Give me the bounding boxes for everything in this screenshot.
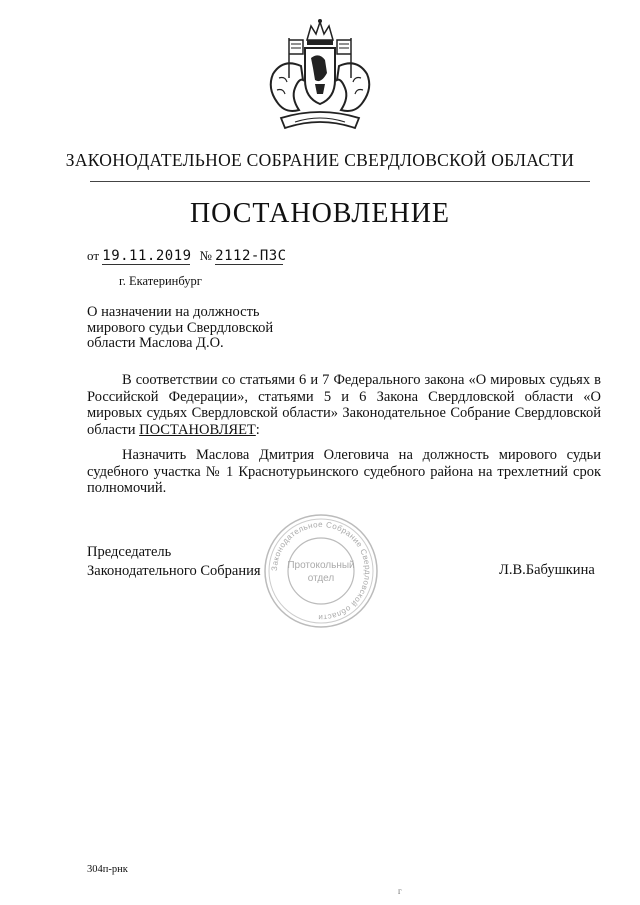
- preamble-text: В соответствии со статьями 6 и 7 Федерального закона «О мировых судьях в Российской Федерации», статьями 5 и 6 Закона Свердловской области «О мировых судьях Свердловской области» Законодательное Собрание Свердловской области: [87, 372, 601, 438]
- corner-mark: г: [398, 886, 402, 896]
- position-line: Председатель: [87, 544, 172, 560]
- position-line: Законодательного Собрания: [87, 563, 261, 579]
- body-paragraph-resolution: Назначить Маслова Дмитрия Олеговича на должность мирового судьи судебного участка № 1 Краснотурьинского судебного района на трехлетний срок полномочий.: [87, 447, 601, 496]
- signatory-position: [87, 543, 261, 581]
- organization-name: ЗАКОНОДАТЕЛЬНОЕ СОБРАНИЕ СВЕРДЛОВСКОЙ ОБЛАСТИ: [65, 150, 575, 170]
- preamble-colon: :: [255, 421, 260, 438]
- document-subject: [87, 305, 347, 352]
- subject-line: области Маслова Д.О.: [87, 335, 224, 351]
- footer-code: 304п-рнк: [87, 864, 128, 875]
- official-stamp: [262, 512, 380, 630]
- date-prefix: от: [87, 248, 100, 263]
- document-date: 19.11.2019: [102, 248, 192, 264]
- svg-text:Законодательное Собрание Сверд: [270, 520, 372, 622]
- subject-line: О назначении на должность: [87, 304, 260, 320]
- subject-line: мирового судьи Свердловской: [87, 319, 274, 336]
- header-divider: [90, 181, 590, 182]
- date-number-line: [87, 248, 287, 265]
- city-label: г. Екатеринбург: [119, 274, 202, 288]
- stamp-center-line: Протокольный: [287, 560, 355, 571]
- coat-of-arms-emblem: [255, 18, 385, 136]
- signatory-name: Л.В.Бабушкина: [499, 562, 595, 578]
- stamp-ring-text: Законодательное Собрание Свердловской области: [269, 519, 373, 623]
- body-paragraph-preamble: [87, 372, 601, 438]
- document-title: ПОСТАНОВЛЕНИЕ: [189, 198, 451, 229]
- resolve-word: ПОСТАНОВЛЯЕТ: [139, 421, 256, 438]
- number-prefix: №: [199, 248, 212, 263]
- document-number: 2112-ПЗС: [215, 248, 287, 264]
- stamp-center-line: отдел: [307, 573, 335, 584]
